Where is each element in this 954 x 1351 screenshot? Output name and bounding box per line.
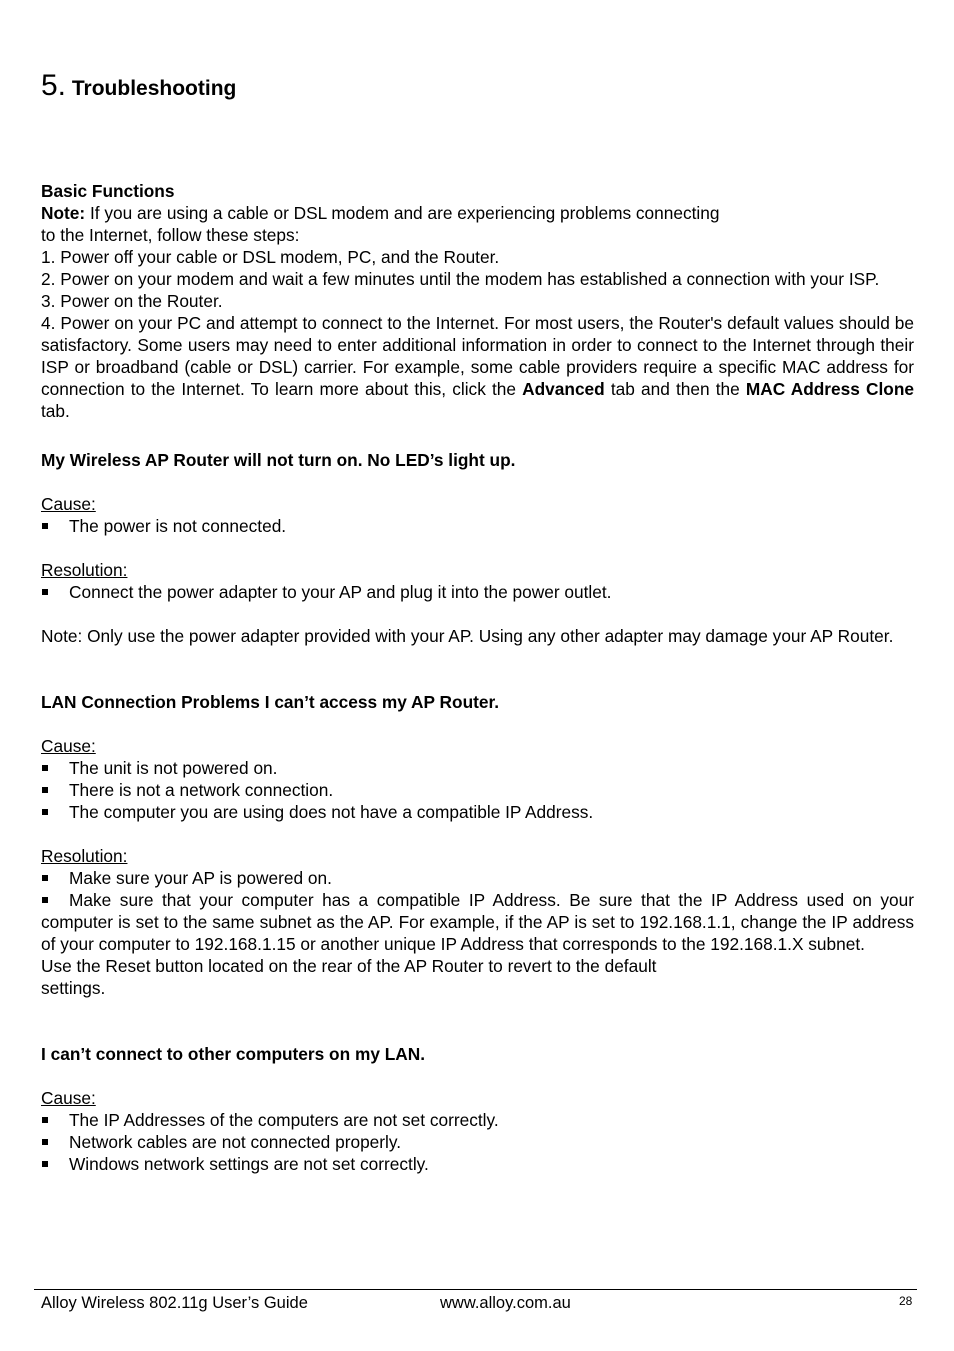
list-item: Windows network settings are not set correctly. <box>41 1153 914 1175</box>
step-2: 2. Power on your modem and wait a few minutes until the modem has established a connection with your ISP. <box>41 269 880 289</box>
issue-1-resolution-list <box>41 581 914 603</box>
square-bullet-icon <box>42 765 48 771</box>
list-item: The unit is not powered on. <box>41 757 914 779</box>
list-item: Connect the power adapter to your AP and plug it into the power outlet. <box>41 581 914 603</box>
issue-2-cause-list <box>41 757 914 823</box>
issue-3-cause-label: Cause: <box>41 1088 96 1108</box>
square-bullet-icon <box>42 523 48 529</box>
step-4-text-c: tab. <box>41 401 70 421</box>
basic-note-continued: to the Internet, follow these steps: <box>41 225 300 245</box>
issue-1-resolution-label: Resolution: <box>41 560 128 580</box>
basic-note <box>41 202 914 224</box>
square-bullet-icon <box>42 787 48 793</box>
square-bullet-icon <box>42 1161 48 1167</box>
footer-website: www.alloy.com.au <box>440 1294 571 1312</box>
footer-divider <box>34 1289 917 1290</box>
advanced-tab-ref: Advanced <box>522 379 605 399</box>
step-4 <box>41 312 914 422</box>
document-body <box>41 180 914 1175</box>
square-bullet-icon <box>42 1117 48 1123</box>
issue-2-resolution-label: Resolution: <box>41 846 128 866</box>
step-4-text-b: tab and then the <box>604 379 746 399</box>
issue-2-cause-label: Cause: <box>41 736 96 756</box>
note-label: Note: <box>41 203 86 223</box>
list-item: There is not a network connection. <box>41 779 914 801</box>
step-3: 3. Power on the Router. <box>41 291 223 311</box>
list-item: The power is not connected. <box>41 515 914 537</box>
list-item: The IP Addresses of the computers are not set correctly. <box>41 1109 914 1131</box>
square-bullet-icon <box>42 1139 48 1145</box>
section-title-text: Troubleshooting <box>71 77 237 100</box>
page-number: 28 <box>899 1294 913 1308</box>
issue-1-cause-label: Cause: <box>41 494 96 514</box>
square-bullet-icon <box>42 875 48 881</box>
issue-1-heading: My Wireless AP Router will not turn on. No LED’s light up. <box>41 450 516 470</box>
issue-1-cause-list <box>41 515 914 537</box>
square-bullet-icon <box>42 589 48 595</box>
issue-3-heading: I can’t connect to other computers on my LAN. <box>41 1044 426 1064</box>
footer-guide-title: Alloy Wireless 802.11g User’s Guide <box>41 1294 308 1312</box>
basic-functions-heading: Basic Functions <box>41 181 175 201</box>
list-item: The computer you are using does not have a compatible IP Address. <box>41 801 914 823</box>
issue-3-cause-list <box>41 1109 914 1175</box>
step-4-text-a: 4. Power on your PC and attempt to connect to the Internet. For most users, the Router's default values should be satisfactory. Some users may need to enter additional information in order to connect to the Internet through their ISP or broadband (cable or DSL) carrier. For example, some cable providers require a specific MAC address for connection to the Internet. To learn more about this, click the <box>41 313 914 399</box>
issue-2-resolution-list <box>41 867 914 889</box>
step-1: 1. Power off your cable or DSL modem, PC, and the Router. <box>41 247 500 267</box>
list-item: Make sure your AP is powered on. <box>41 867 914 889</box>
list-item: Network cables are not connected properly. <box>41 1131 914 1153</box>
issue-2-resolution-long: Make sure that your computer has a compatible IP Address. Be sure that the IP Address used on your computer is set to the same subnet as the AP. For example, if the AP is set to 192.168.1.1, change the IP address of your computer to 192.168.1.15 or another unique IP Address that corresponds to the 192.168.1.X subnet. <box>41 890 914 954</box>
reset-instruction: Use the Reset button located on the rear of the AP Router to revert to the default <box>41 956 657 976</box>
section-number: 5. <box>41 69 67 102</box>
issue-2-heading: LAN Connection Problems I can’t access my AP Router. <box>41 692 500 712</box>
square-bullet-icon <box>42 897 48 903</box>
square-bullet-icon <box>42 809 48 815</box>
reset-instruction-continued: settings. <box>41 978 106 998</box>
section-title <box>41 70 236 105</box>
issue-1-note: Note: Only use the power adapter provided with your AP. Using any other adapter may damage your AP Router. <box>41 626 894 646</box>
note-text: If you are using a cable or DSL modem and are experiencing problems connecting <box>85 203 720 223</box>
mac-clone-tab-ref: MAC Address Clone <box>745 379 914 399</box>
